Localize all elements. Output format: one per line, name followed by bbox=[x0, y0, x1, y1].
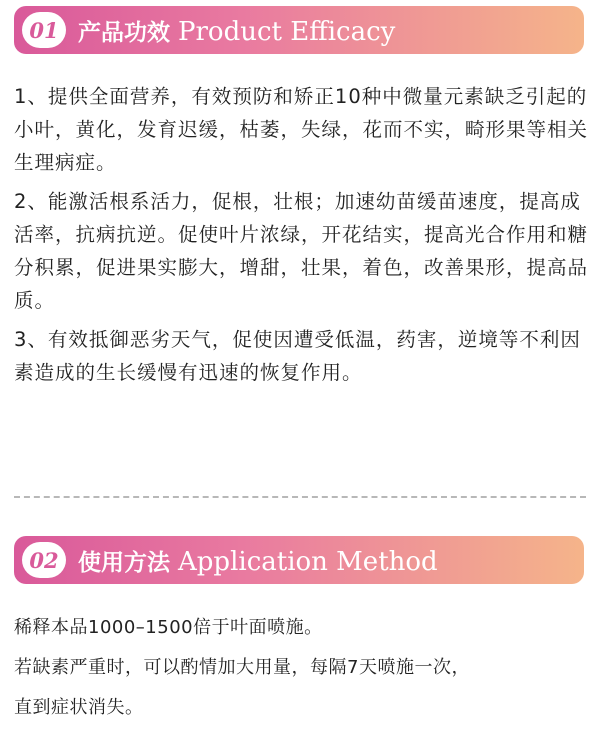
method-title-en: Application Method bbox=[178, 546, 438, 577]
method-header bbox=[14, 536, 584, 584]
efficacy-header bbox=[14, 6, 584, 54]
section-number-badge: 02 bbox=[22, 542, 66, 578]
efficacy-item-1: 1、提供全面营养，有效预防和矫正10种中微量元素缺乏引起的小叶，黄化，发育迟缓，枯萎，失绿，花而不实，畸形果等相关生理病症。 bbox=[14, 85, 589, 174]
method-line-1: 稀释本品1000–1500倍于叶面喷施。 bbox=[14, 617, 323, 638]
method-line-2: 若缺素严重时，可以酌情加大用量，每隔7天喷施一次， bbox=[14, 657, 470, 678]
efficacy-item-3: 3、有效抵御恶劣天气，促使因遭受低温，药害，逆境等不利因素造成的生长缓慢有迅速的恢复作用。 bbox=[14, 328, 581, 384]
dashed-divider bbox=[14, 496, 586, 498]
efficacy-title bbox=[78, 14, 395, 47]
efficacy-title-en: Product Efficacy bbox=[178, 16, 396, 47]
efficacy-title-cn: 产品功效 bbox=[78, 19, 170, 46]
method-body bbox=[14, 608, 588, 728]
section-number-badge: 01 bbox=[22, 12, 66, 48]
method-title-cn: 使用方法 bbox=[78, 549, 170, 576]
method-line-3: 直到症状消失。 bbox=[14, 697, 144, 718]
efficacy-body bbox=[14, 80, 588, 395]
efficacy-item-2: 2、能激活根系活力，促根，壮根；加速幼苗缓苗速度，提高成活率，抗病抗逆。促使叶片浓绿，开花结实，提高光合作用和糖分积累，促进果实膨大，增甜，壮果，着色，改善果形，提高品质。 bbox=[14, 190, 589, 312]
method-title bbox=[78, 544, 438, 577]
